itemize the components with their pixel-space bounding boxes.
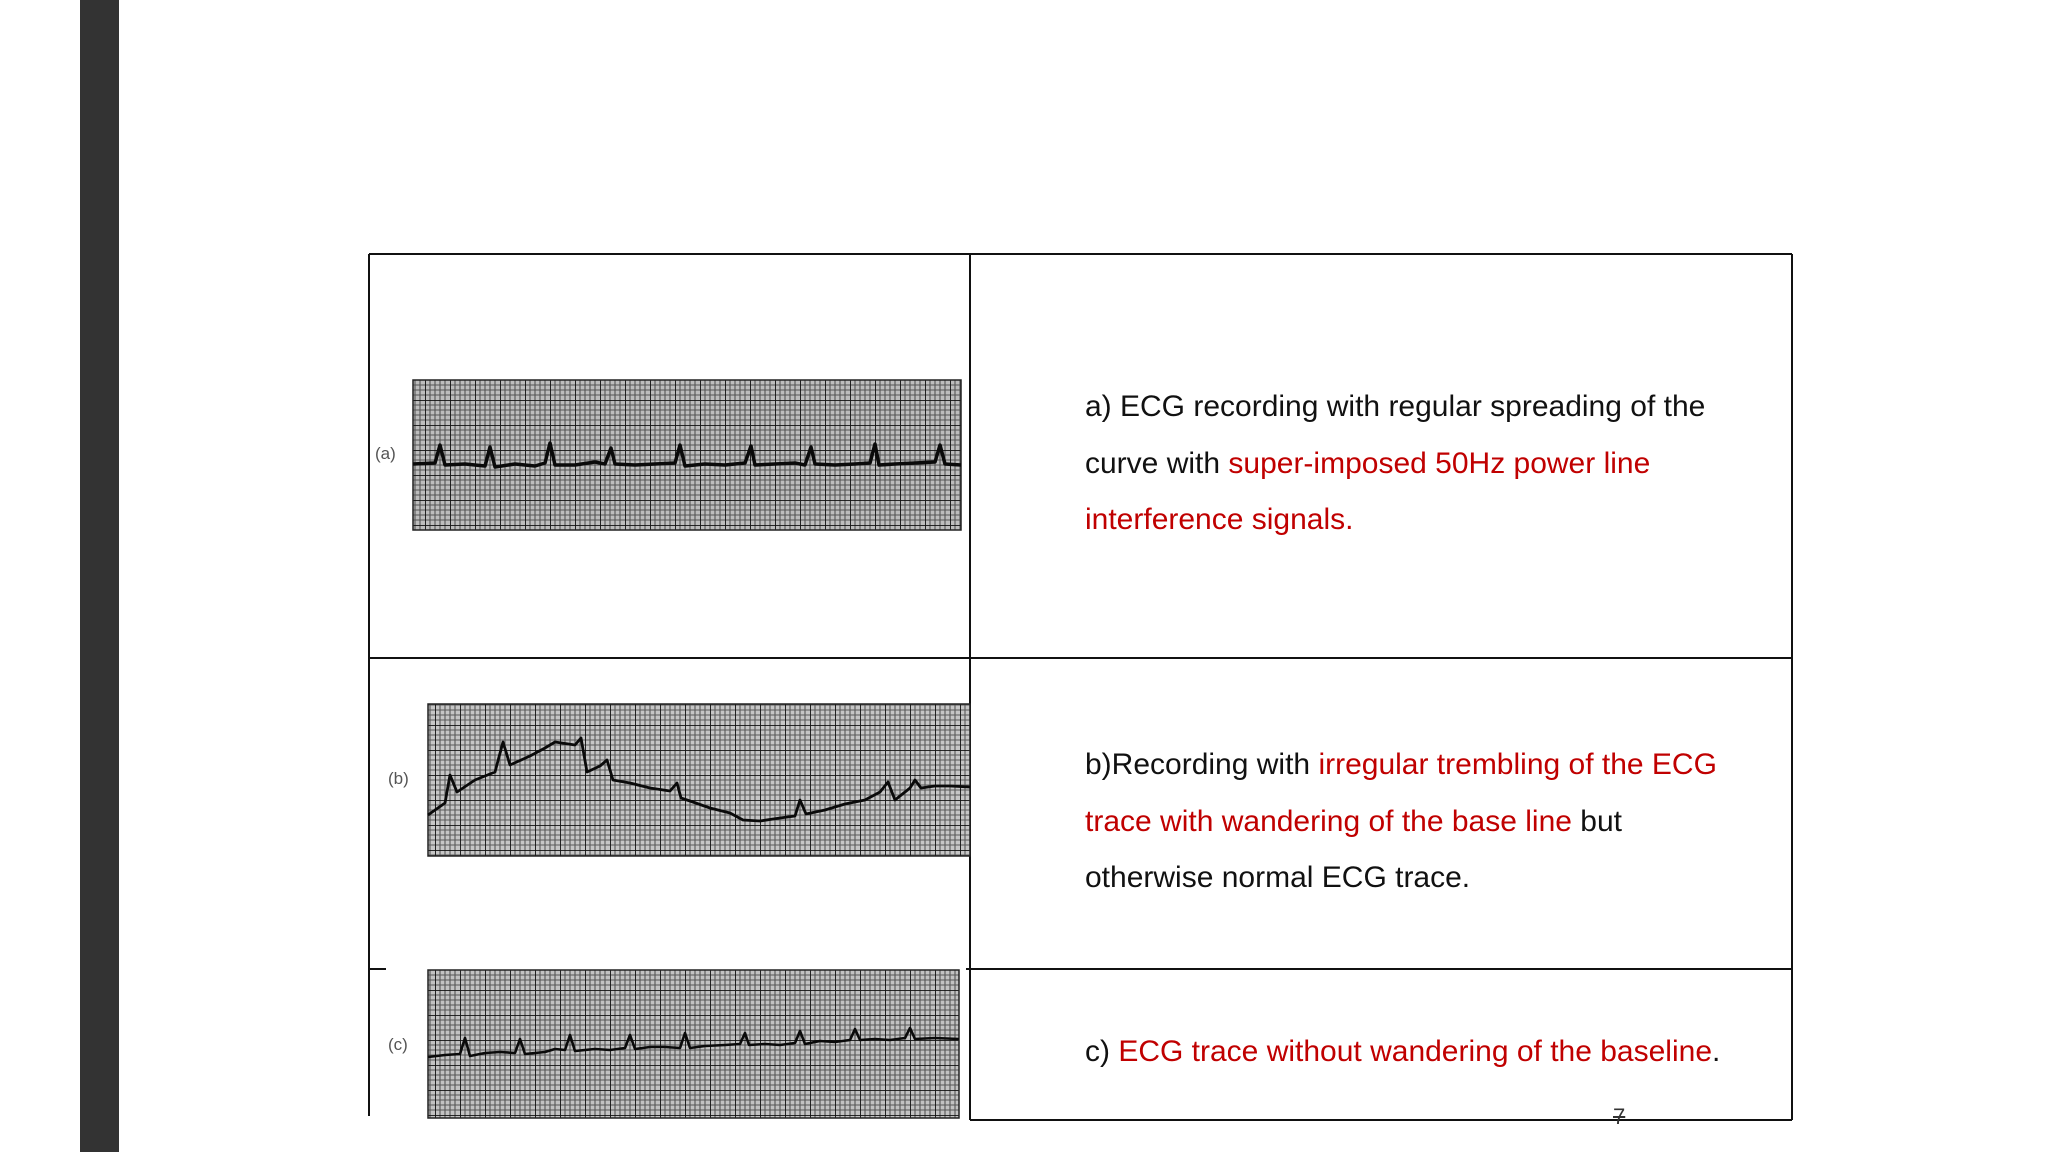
text-segment: b)Recording with [1085,748,1319,781]
highlight-segment: super-imposed 50Hz power line [1228,446,1651,480]
description-c [1085,1024,1720,1081]
highlight-segment: trace with wandering of the base line [1085,804,1572,838]
description-a-line-2 [1085,436,1705,493]
highlight-segment: interference signals. [1085,503,1354,536]
text-segment: otherwise normal ECG trace. [1085,861,1471,894]
ecg-trace-c [385,965,975,1125]
description-b-line-3 [1085,850,1717,907]
highlight-segment: ECG trace without wandering of the baseline [1118,1035,1712,1068]
ecg-panel-b [385,700,975,860]
text-segment: c) [1085,1035,1119,1068]
description-c-line-1 [1085,1024,1720,1081]
ecg-trace-a [375,375,965,535]
text-segment: but [1571,804,1623,838]
page-number: 7 [1613,1104,1626,1129]
left-side-bar [80,0,119,1152]
ecg-panel-a [375,375,965,535]
description-b [1085,737,1717,907]
description-b-line-1 [1085,737,1717,794]
panel-label-b: (b) [388,769,409,788]
description-a [1085,379,1705,549]
description-a-line-1 [1085,379,1705,436]
ecg-trace-b [385,700,975,860]
highlight-segment: irregular trembling of the ECG [1318,748,1717,781]
description-a-line-3 [1085,492,1705,549]
text-segment: a) ECG recording with regular spreading of the [1085,390,1706,423]
text-segment: curve with [1085,446,1229,480]
description-b-line-2 [1085,794,1717,851]
text-segment: . [1712,1035,1721,1068]
panel-label-c: (c) [388,1035,408,1054]
ecg-panel-c [385,965,975,1125]
panel-label-a: (a) [375,444,396,463]
